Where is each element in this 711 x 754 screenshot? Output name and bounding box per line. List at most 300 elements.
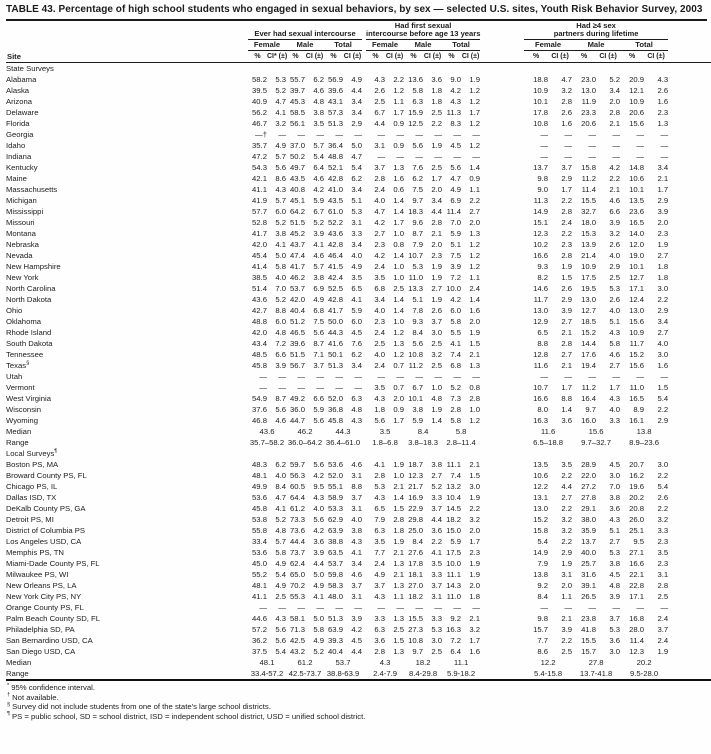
value-cell: — <box>472 130 481 140</box>
value-cell: 26.0 <box>629 515 645 525</box>
value-cell: 6.9 <box>450 196 462 206</box>
value-cell: 4.9 <box>313 581 324 591</box>
value-cell: 23.6 <box>629 207 645 217</box>
median-value-cell: 15.6 <box>588 427 604 437</box>
site-cell: South Dakota <box>6 339 53 349</box>
value-cell: 3.4 <box>657 317 669 327</box>
gap-cell <box>480 305 524 316</box>
value-cell: — <box>335 603 343 613</box>
value-cell: 3.0 <box>431 328 443 338</box>
value-cell: 8.8 <box>537 339 549 349</box>
value-cell: 7.2 <box>275 339 286 349</box>
value-cell: 3.3 <box>431 570 443 580</box>
table-row <box>6 239 711 250</box>
value-cell: 51.5 <box>290 218 305 228</box>
value-cell: 11.2 <box>581 383 597 393</box>
value-cell: — <box>415 152 424 162</box>
value-cell: — <box>540 152 549 162</box>
value-cell: 2.2 <box>561 636 573 646</box>
value-cell: 52.0 <box>328 471 343 481</box>
value-cell: 5.2 <box>431 482 443 492</box>
value-cell: 4.4 <box>431 207 443 217</box>
value-cell: 1.4 <box>561 405 573 415</box>
value-cell: 2.6 <box>609 295 621 305</box>
value-cell: 4.1 <box>313 592 324 602</box>
value-cell: 4.0 <box>275 273 286 283</box>
value-cell: — <box>415 372 424 382</box>
value-cell: 6.7 <box>313 207 324 217</box>
value-cell: 5.3 <box>374 482 386 492</box>
value-cell: 16.5 <box>629 218 645 228</box>
value-cell: 6.2 <box>412 174 424 184</box>
value-cell: 47.4 <box>290 251 305 261</box>
site-cell: West Virginia <box>6 394 52 404</box>
value-cell: — <box>354 603 363 613</box>
value-cell: 13.9 <box>581 240 597 250</box>
value-cell: — <box>316 383 324 393</box>
value-cell: — <box>588 603 597 613</box>
value-cell: 10.9 <box>629 97 645 107</box>
value-cell: 5.0 <box>275 251 286 261</box>
value-cell: 15.0 <box>446 526 462 536</box>
site-cell: New York City PS, NY <box>6 592 82 602</box>
range-value-cell: 35.7–58.2 <box>249 438 285 448</box>
value-cell: 15.6 <box>629 119 645 129</box>
value-cell: 36.0 <box>290 405 305 415</box>
value-cell: 3.9 <box>450 262 462 272</box>
value-cell: 51.3 <box>328 614 343 624</box>
value-cell: 2.8 <box>609 108 621 118</box>
footnote <box>7 712 709 722</box>
value-cell: 1.9 <box>469 559 481 569</box>
value-cell: 7.7 <box>537 636 549 646</box>
value-cell: — <box>564 603 573 613</box>
value-cell: 5.1 <box>450 240 462 250</box>
value-cell: 5.3 <box>609 284 621 294</box>
value-cell: 7.5 <box>412 185 424 195</box>
value-cell: 5.6 <box>313 416 324 426</box>
value-cell: 2.8 <box>450 405 462 415</box>
site-cell: Massachusetts <box>6 185 58 195</box>
value-cell: 7.4 <box>450 350 462 360</box>
value-cell: 7.4 <box>450 471 462 481</box>
value-cell: 0.6 <box>393 185 405 195</box>
value-cell: 3.5 <box>374 273 386 283</box>
value-cell: 10.8 <box>533 119 549 129</box>
gap-cell <box>480 85 524 96</box>
value-cell: 2.0 <box>657 218 669 228</box>
value-cell: 16.6 <box>533 251 549 261</box>
value-cell: 15.5 <box>581 196 597 206</box>
value-cell: 4.6 <box>313 251 324 261</box>
measure-label: CI (±) <box>644 51 668 63</box>
value-cell: 4.1 <box>275 240 286 250</box>
value-cell: 1.7 <box>561 383 573 393</box>
value-cell: 27.6 <box>408 548 424 558</box>
value-cell: 2.6 <box>657 493 669 503</box>
value-cell: 41.7 <box>290 262 305 272</box>
value-cell: 6.3 <box>374 526 386 536</box>
median-value-cell: 43.6 <box>259 427 275 437</box>
spacer-cell <box>668 316 711 327</box>
table-row <box>6 382 711 393</box>
value-cell: 38.5 <box>252 273 267 283</box>
value-cell: 2.8 <box>561 251 573 261</box>
value-cell: 10.7 <box>533 383 549 393</box>
table-row <box>6 118 711 129</box>
value-cell: 9.0 <box>450 75 462 85</box>
group-header-row <box>6 22 711 40</box>
value-cell: 13.0 <box>533 306 549 316</box>
value-cell: 58.2 <box>252 75 267 85</box>
value-cell: 1.2 <box>469 141 481 151</box>
spacer-cell <box>668 668 711 680</box>
table-row <box>6 349 711 360</box>
value-cell: 2.5 <box>374 339 386 349</box>
value-cell: — <box>636 141 645 151</box>
value-cell: 1.8 <box>393 526 405 536</box>
value-cell: 2.5 <box>657 592 669 602</box>
value-cell: — <box>453 152 462 162</box>
value-cell: 48.1 <box>252 581 267 591</box>
value-cell: 4.6 <box>609 196 621 206</box>
value-cell: 5.7 <box>313 141 324 151</box>
value-cell: — <box>297 372 305 382</box>
spacer-cell <box>668 426 711 437</box>
value-cell: 3.0 <box>657 350 669 360</box>
gap-cell <box>480 459 524 470</box>
value-cell: 3.7 <box>374 163 386 173</box>
value-cell: 2.7 <box>609 361 621 371</box>
value-cell: 57.7 <box>252 207 267 217</box>
value-cell: 45.8 <box>252 504 267 514</box>
value-cell: — <box>540 603 549 613</box>
value-cell: 9.8 <box>537 174 549 184</box>
value-cell: 0.7 <box>393 383 405 393</box>
value-cell: 36.8 <box>328 405 343 415</box>
median-value-cell: 20.2 <box>636 658 652 668</box>
value-cell: 11.4 <box>581 185 597 195</box>
value-cell: 5.8 <box>313 625 324 635</box>
table-row <box>6 217 711 228</box>
value-cell: 5.6 <box>374 416 386 426</box>
value-cell: 5.4 <box>351 163 363 173</box>
value-cell: 14.4 <box>581 339 597 349</box>
value-cell: 4.7 <box>561 75 573 85</box>
value-cell: 4.8 <box>351 405 363 415</box>
value-cell: 4.8 <box>275 328 286 338</box>
table-row <box>6 492 711 503</box>
spacer-cell <box>668 624 711 635</box>
median-value-cell: 11.1 <box>453 658 469 668</box>
value-cell: 2.7 <box>657 251 669 261</box>
footnote-marker: § <box>7 701 11 708</box>
value-cell: 5.2 <box>275 295 286 305</box>
value-cell: 48.8 <box>252 317 267 327</box>
value-cell: 2.1 <box>469 350 481 360</box>
spacer-cell <box>668 118 711 129</box>
gap-cell <box>480 382 524 393</box>
value-cell: 4.1 <box>450 339 462 349</box>
value-cell: 3.9 <box>561 306 573 316</box>
measure-label: % <box>404 51 423 63</box>
value-cell: 5.7 <box>275 196 286 206</box>
site-cell: Nebraska <box>6 240 39 250</box>
value-cell: 2.0 <box>469 581 481 591</box>
value-cell: 3.5 <box>351 273 363 283</box>
value-cell: 3.8 <box>275 229 286 239</box>
value-cell: 49.2 <box>290 394 305 404</box>
value-cell: 43.5 <box>290 174 305 184</box>
value-cell: 4.9 <box>275 559 286 569</box>
value-cell: 4.0 <box>609 306 621 316</box>
spacer-cell <box>668 514 711 525</box>
value-cell: 4.1 <box>275 108 286 118</box>
value-cell: 13.5 <box>533 460 549 470</box>
value-cell: 1.3 <box>393 163 405 173</box>
value-cell: 3.5 <box>657 548 669 558</box>
site-cell: Memphis PS, TN <box>6 548 64 558</box>
value-cell: 5.4 <box>657 482 669 492</box>
value-cell: 2.6 <box>657 86 669 96</box>
measure-label: CI (±) <box>305 51 324 63</box>
value-cell: 41.5 <box>328 262 343 272</box>
value-cell: 5.2 <box>275 515 286 525</box>
gap-cell <box>480 173 524 184</box>
value-cell: — <box>415 130 424 140</box>
value-cell: 1.0 <box>393 262 405 272</box>
value-cell: 32.7 <box>581 207 597 217</box>
value-cell: 2.1 <box>393 570 405 580</box>
value-cell: 42.8 <box>328 174 343 184</box>
site-cell: New Orleans PS, LA <box>6 581 77 591</box>
value-cell: 4.1 <box>374 460 386 470</box>
value-cell: 1.5 <box>469 471 481 481</box>
value-cell: 12.5 <box>408 119 424 129</box>
value-cell: 5.9 <box>450 537 462 547</box>
value-cell: 6.6 <box>609 207 621 217</box>
value-cell: 4.7 <box>374 207 386 217</box>
value-cell: 7.7 <box>374 548 386 558</box>
value-cell: 4.3 <box>609 394 621 404</box>
range-value-cell: 5.9-18.2 <box>442 668 480 680</box>
value-cell: — <box>259 383 267 393</box>
range-value-cell: 33.4-57.2 <box>248 668 286 680</box>
table-row <box>6 503 711 514</box>
value-cell: 2.8 <box>657 581 669 591</box>
value-cell: 16.1 <box>629 416 645 426</box>
gap-cell <box>480 217 524 228</box>
value-cell: 6.4 <box>313 163 324 173</box>
value-cell: 48.5 <box>252 350 267 360</box>
value-cell: 10.0 <box>446 284 462 294</box>
value-cell: 10.8 <box>408 350 424 360</box>
value-cell: 3.1 <box>561 570 573 580</box>
value-cell: 4.6 <box>351 570 363 580</box>
value-cell: 15.2 <box>533 515 549 525</box>
value-cell: 11.4 <box>446 207 462 217</box>
site-cell: Dallas ISD, TX <box>6 493 57 503</box>
gap-cell <box>480 206 524 217</box>
value-cell: — <box>278 603 286 613</box>
value-cell: — <box>377 603 386 613</box>
value-cell: 0.9 <box>393 405 405 415</box>
value-cell: 15.6 <box>629 317 645 327</box>
value-cell: 5.8 <box>450 416 462 426</box>
gap-cell <box>480 536 524 547</box>
value-cell: 40.4 <box>328 647 343 657</box>
value-cell: 4.0 <box>609 251 621 261</box>
value-cell: 53.6 <box>252 548 267 558</box>
site-cell: Milwaukee PS, WI <box>6 570 69 580</box>
value-cell: 23.0 <box>581 75 597 85</box>
value-cell: 2.5 <box>431 108 443 118</box>
value-cell: 15.7 <box>581 647 597 657</box>
value-cell: 4.5 <box>609 570 621 580</box>
gap-cell <box>480 294 524 305</box>
value-cell: 1.6 <box>657 361 669 371</box>
table-row <box>6 591 711 602</box>
table-row <box>6 327 711 338</box>
gap-cell <box>480 250 524 261</box>
value-cell: 1.7 <box>393 108 405 118</box>
site-cell: Oklahoma <box>6 317 42 327</box>
value-cell: 9.5 <box>633 537 645 547</box>
value-cell: 9.7 <box>412 196 424 206</box>
value-cell: 15.2 <box>581 328 597 338</box>
value-cell: 1.4 <box>469 163 481 173</box>
value-cell: 2.0 <box>431 240 443 250</box>
value-cell: 42.8 <box>328 240 343 250</box>
gap-cell <box>480 239 524 250</box>
table-row <box>6 360 711 371</box>
value-cell: 2.1 <box>609 185 621 195</box>
value-cell: 5.2 <box>313 218 324 228</box>
gap-cell <box>480 151 524 162</box>
value-cell: 58.5 <box>290 108 305 118</box>
measure-label: % <box>248 51 267 63</box>
value-cell: — <box>588 372 597 382</box>
value-cell: 25.7 <box>581 559 597 569</box>
value-cell: 2.8 <box>561 207 573 217</box>
gap-cell <box>480 591 524 602</box>
median-row <box>6 426 711 437</box>
value-cell: 4.3 <box>351 537 363 547</box>
value-cell: 4.9 <box>374 570 386 580</box>
value-cell: 51.2 <box>290 317 305 327</box>
value-cell: 18.0 <box>581 218 597 228</box>
value-cell: 49.9 <box>252 482 267 492</box>
value-cell: 2.8 <box>374 174 386 184</box>
value-cell: 1.0 <box>431 383 443 393</box>
value-cell: 46.7 <box>252 119 267 129</box>
value-cell: 5.8 <box>275 548 286 558</box>
table-row <box>6 404 711 415</box>
table-row <box>6 646 711 657</box>
value-cell: 8.8 <box>561 394 573 404</box>
value-cell: 39.3 <box>328 636 343 646</box>
value-cell: 3.3 <box>374 614 386 624</box>
table-row <box>6 195 711 206</box>
value-cell: 1.5 <box>393 636 405 646</box>
spacer-cell <box>668 107 711 118</box>
value-cell: 7.3 <box>450 394 462 404</box>
value-cell: 2.2 <box>609 174 621 184</box>
value-cell: 0.8 <box>469 383 481 393</box>
value-cell: 45.8 <box>328 416 343 426</box>
value-cell: 5.7 <box>275 152 286 162</box>
value-cell: 45.8 <box>252 361 267 371</box>
value-cell: 6.6 <box>313 394 324 404</box>
value-cell: 41.7 <box>328 306 343 316</box>
value-cell: 35.9 <box>581 526 597 536</box>
value-cell: 42.4 <box>328 273 343 283</box>
value-cell: 63.5 <box>328 548 343 558</box>
gap-cell <box>480 349 524 360</box>
gap-cell <box>480 140 524 151</box>
table-row <box>6 250 711 261</box>
value-cell: 10.1 <box>629 262 645 272</box>
value-cell: 1.3 <box>393 581 405 591</box>
table-row <box>6 569 711 580</box>
value-cell: 55.1 <box>328 482 343 492</box>
value-cell: 8.4 <box>275 482 286 492</box>
value-cell: 2.1 <box>393 548 405 558</box>
measure-label: % <box>524 51 548 63</box>
value-cell: 3.8 <box>609 559 621 569</box>
measure-label: % <box>572 51 596 63</box>
value-cell: 1.9 <box>469 493 481 503</box>
value-cell: 8.4 <box>412 328 424 338</box>
value-cell: 15.2 <box>629 350 645 360</box>
value-cell: 64.4 <box>290 493 305 503</box>
value-cell: 0.9 <box>393 141 405 151</box>
site-cell: Maine <box>6 174 27 184</box>
value-cell: 1.3 <box>469 229 481 239</box>
value-cell: 2.1 <box>469 460 481 470</box>
gap-cell <box>480 657 524 668</box>
measure-label: CI (±) <box>596 51 620 63</box>
measure-label: % <box>366 51 385 63</box>
value-cell: 10.1 <box>408 394 424 404</box>
value-cell: 4.4 <box>313 559 324 569</box>
value-cell: 2.0 <box>561 581 573 591</box>
value-cell: 25.0 <box>408 526 424 536</box>
value-cell: 44.7 <box>290 416 305 426</box>
median-value-cell: 27.8 <box>588 658 604 668</box>
value-cell: 9.8 <box>537 614 549 624</box>
value-cell: 3.2 <box>609 229 621 239</box>
value-cell: 3.1 <box>351 218 363 228</box>
table-row <box>6 261 711 272</box>
value-cell: 2.7 <box>609 537 621 547</box>
value-cell: 6.0 <box>275 317 286 327</box>
value-cell: 38.0 <box>581 515 597 525</box>
value-cell: 8.2 <box>537 273 549 283</box>
value-cell: 4.2 <box>313 471 324 481</box>
value-cell: 16.3 <box>533 416 549 426</box>
value-cell: 1.4 <box>431 416 443 426</box>
value-cell: 2.3 <box>657 559 669 569</box>
footnote-text: Survey did not include students from one of the state's large school districts. <box>12 702 271 712</box>
value-cell: 1.8 <box>374 405 386 415</box>
value-cell: 1.7 <box>431 174 443 184</box>
table-row <box>6 294 711 305</box>
value-cell: 3.9 <box>657 207 669 217</box>
value-cell: — <box>415 603 424 613</box>
value-cell: 46.4 <box>328 251 343 261</box>
value-cell: 2.4 <box>657 614 669 624</box>
